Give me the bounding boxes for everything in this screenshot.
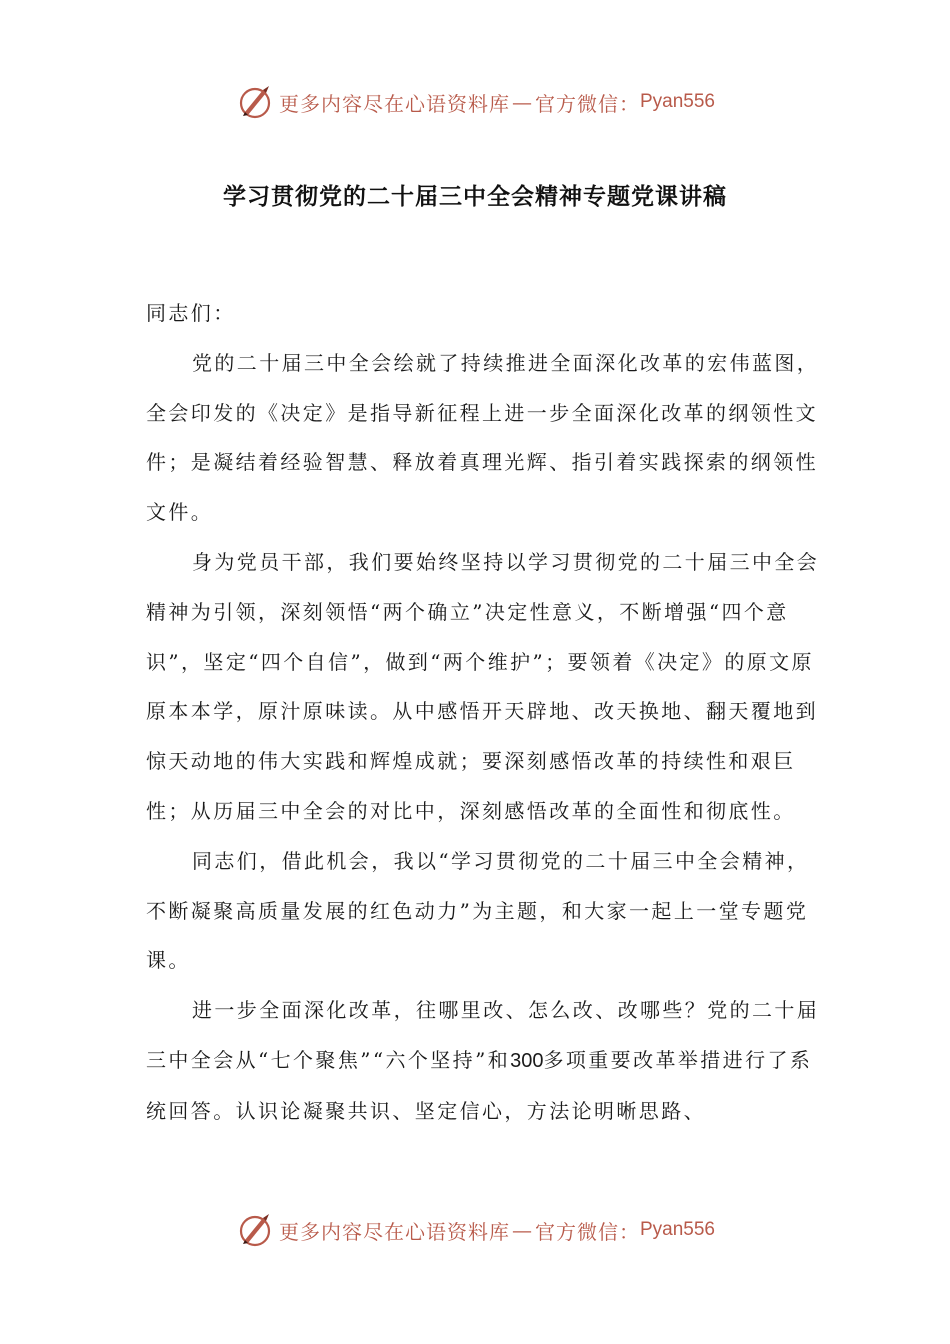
paragraph-text: 进一步全面深化改革，往哪里改、怎么改、改哪些？党的二十届三中全会从“七个聚焦”“六个坚持”和 — [146, 998, 820, 1072]
document-body — [146, 289, 826, 1137]
footer-banner-contact-id: Pyan556 — [639, 1219, 715, 1240]
header-banner-text: 更多内容尽在心语资料库 — [278, 91, 510, 116]
footer-banner — [0, 1208, 950, 1252]
header-banner — [0, 80, 950, 124]
paragraph-last — [146, 986, 826, 1136]
salutation: 同志们： — [146, 301, 236, 325]
paragraph-number: 300 — [510, 1049, 544, 1072]
paragraph: 同志们，借此机会，我以“学习贯彻党的二十届三中全会精神，不断凝聚高质量发展的红色动力”为主题，和大家一起上一堂专题党课。 — [146, 848, 810, 973]
paragraph: 身为党员干部，我们要始终坚持以学习贯彻党的二十届三中全会精神为引领，深刻领悟“两个确立”决定性意义，不断增强“四个意识”，坚定“四个自信”，做到“两个维护”；要领着《决定》的原文原原本本学，原汁原味读。从中感悟开天辟地、改天换地、翻天覆地到惊天动地的伟大实践和辉煌成就；要深刻感悟改革的持续性和艰巨性；从历届三中全会的对比中，深刻感悟改革的全面性和彻底性。 — [146, 549, 820, 823]
header-banner-contact-id: Pyan556 — [639, 91, 715, 112]
footer-banner-contact-label: 官方微信： — [534, 1219, 640, 1244]
footer-banner-text: 更多内容尽在心语资料库 — [278, 1219, 510, 1244]
quill-pen-logo-icon — [235, 82, 275, 122]
document-title: 学习贯彻党的二十届三中全会精神专题党课讲稿 — [223, 184, 727, 210]
footer-banner-separator: — — [511, 1218, 533, 1242]
header-banner-contact-label: 官方微信： — [534, 91, 640, 116]
paragraph-text: 多项重要改革举措进行了系统回答。认识论凝聚共识、坚定信心，方法论明晰思路、 — [146, 1047, 813, 1123]
quill-pen-logo-icon — [235, 1210, 275, 1250]
paragraph: 党的二十届三中全会绘就了持续推进全面深化改革的宏伟蓝图，全会印发的《决定》是指导新征程上进一步全面深化改革的纲领性文件；是凝结着经验智慧、释放着真理光辉、指引着实践探索的纲领性文件。 — [146, 350, 820, 525]
header-banner-separator: — — [511, 90, 533, 114]
